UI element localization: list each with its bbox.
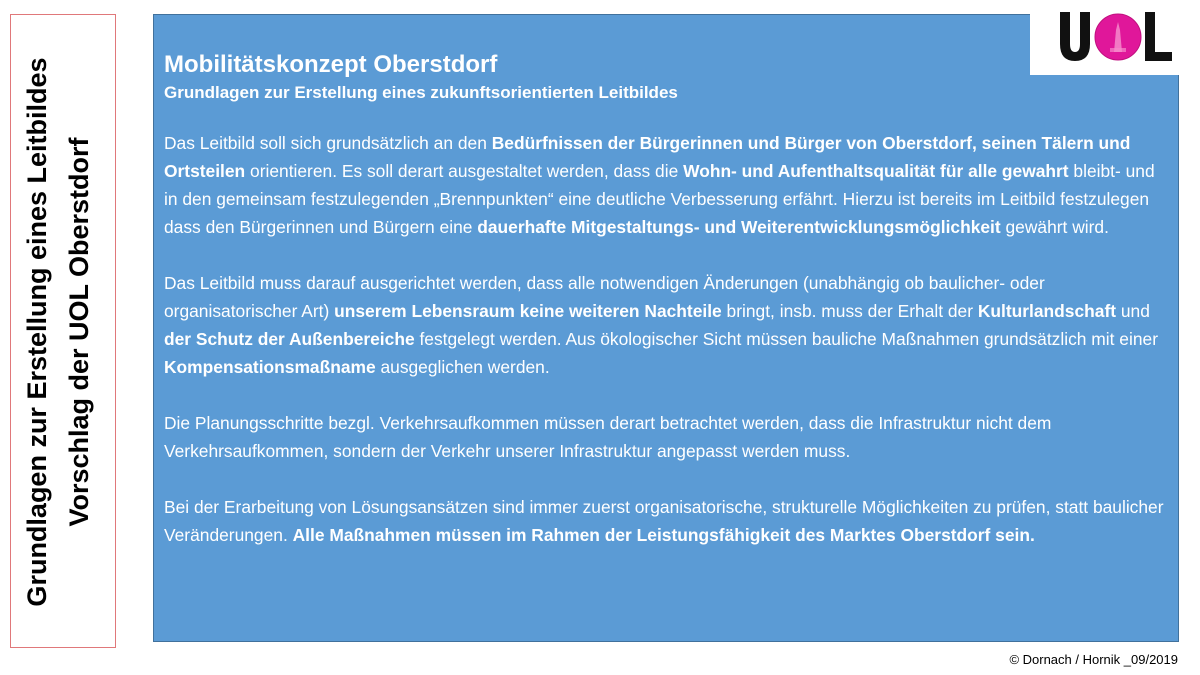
text-run: Das Leitbild muss darauf ausgerichtet werden, dass alle notwendigen Änderungen (unabhängig ob baulicher- oder organisatorischer Art) — [164, 273, 1045, 321]
sidebar-title-line-1: Grundlagen zur Erstellung eines Leitbildes — [22, 57, 52, 607]
bold-run: unserem Lebensraum keine weiteren Nachteile — [334, 301, 722, 321]
page-title: Mobilitätskonzept Oberstdorf — [164, 51, 498, 78]
bold-run: dauerhafte Mitgestaltungs- und Weiterentwicklungsmöglichkeit — [477, 217, 1001, 237]
text-run: bleibt- und in den gemeinsam festzulegenden „Brennpunkten“ eine deutliche Verbesserung erfährt. Hierzu ist bereits im Leitbild festzulegen dass den Bürgerinnen und Bürgern eine — [164, 161, 1155, 237]
text-run: bringt, insb. muss der Erhalt der — [721, 301, 978, 321]
sidebar-title — [16, 22, 100, 642]
paragraph-1 — [164, 129, 1164, 241]
sidebar-title-line-2: Vorschlag der UOL Oberstdorf — [64, 137, 94, 527]
main-content — [164, 50, 1164, 577]
text-run: und — [1116, 301, 1150, 321]
text-run: festgelegt werden. Aus ökologischer Sicht müssen bauliche Maßnahmen grundsätzlich mit einer — [414, 329, 1158, 349]
bold-run: der Schutz der Außenbereiche — [164, 329, 415, 349]
bold-run: Alle Maßnahmen müssen im Rahmen der Leistungsfähigkeit des Marktes Oberstdorf sein. — [292, 525, 1035, 545]
page-subtitle: Grundlagen zur Erstellung eines zukunftsorientierten Leitbildes — [164, 83, 678, 102]
bold-run: Kompensationsmaßname — [164, 357, 376, 377]
paragraph-2 — [164, 269, 1164, 381]
copyright-footer: © Dornach / Hornik _09/2019 — [1009, 652, 1178, 667]
text-run: Das Leitbild soll sich grundsätzlich an den — [164, 133, 492, 153]
text-run: Bei der Erarbeitung von Lösungsansätzen sind immer zuerst organisatorische, strukturelle Möglichkeiten zu prüfen, statt baulicher Veränderungen. — [164, 497, 1164, 545]
bold-run: Bedürfnissen der Bürgerinnen und Bürger von Oberstdorf, seinen Tälern und Ortsteilen — [164, 133, 1131, 181]
bold-run: Wohn- und Aufenthaltsqualität für alle gewahrt — [683, 161, 1069, 181]
paragraph-3 — [164, 409, 1164, 465]
text-run: gewährt wird. — [1000, 217, 1109, 237]
paragraph-4 — [164, 493, 1164, 549]
bold-run: Kulturlandschaft — [977, 301, 1117, 321]
text-run: Die Planungsschritte bezgl. Verkehrsaufkommen müssen derart betrachtet werden, dass die Infrastruktur nicht dem Verkehrsaufkommen, sondern der Verkehr unserer Infrastruktur angepasst werden muss. — [164, 413, 1052, 461]
text-run: ausgeglichen werden. — [375, 357, 550, 377]
text-run: orientieren. Es soll derart ausgestaltet werden, dass die — [245, 161, 684, 181]
